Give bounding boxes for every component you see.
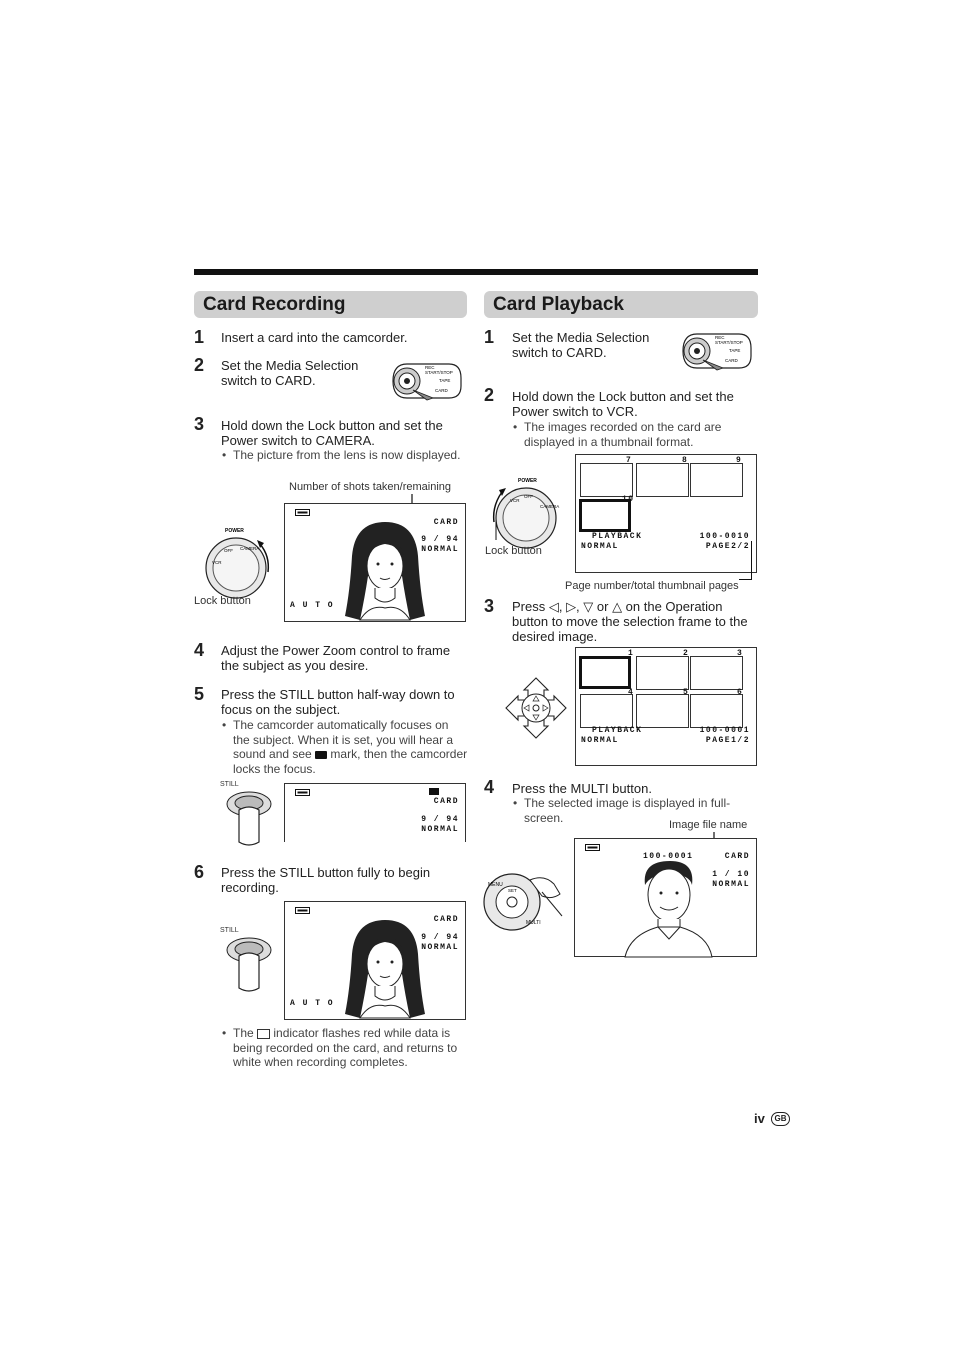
- thumbnail-image: [690, 656, 743, 690]
- thumb-number: 3: [737, 649, 744, 658]
- lcd-card: CARD: [433, 797, 459, 806]
- switch-label-tape: TAPE: [729, 348, 741, 353]
- woman-portrait-icon: [340, 516, 430, 622]
- thumb-number: 5: [683, 688, 690, 697]
- lcd-page: PAGE2/2: [705, 542, 750, 551]
- power-label-vcr: VCR: [510, 498, 520, 503]
- lcd-quality: NORMAL: [581, 736, 619, 745]
- lcd-card: CARD: [724, 852, 750, 861]
- step-text: Press the MULTI button.: [512, 781, 652, 796]
- man-portrait-icon: [620, 855, 715, 957]
- lcd-screen-recording: [284, 503, 466, 622]
- lcd-mode: PLAYBACK: [592, 532, 643, 541]
- lcd-quality: NORMAL: [421, 943, 459, 952]
- page-number: iv: [754, 1111, 765, 1126]
- lcd-count: 9 / 94: [421, 933, 459, 942]
- thumbnail-selected: [579, 656, 631, 689]
- step-number: 1: [484, 327, 495, 347]
- still-label: STILL: [220, 781, 239, 788]
- section-title-card-recording: Card Recording: [194, 291, 467, 318]
- section-title-card-playback: Card Playback: [484, 291, 758, 318]
- lcd-mode: A U T O: [290, 999, 335, 1008]
- lcd-quality: NORMAL: [421, 545, 459, 554]
- thumbnail-image: [690, 694, 743, 728]
- page-leader-line: [739, 541, 752, 580]
- switch-label-startstop: START/STOP: [715, 340, 743, 345]
- power-dial-illustration: [198, 522, 278, 602]
- thumbnail-image: [636, 656, 689, 690]
- top-rule: [194, 269, 758, 275]
- lcd-file: 100-0001: [699, 726, 750, 735]
- thumb-number: 1: [628, 649, 635, 658]
- operation-button-illustration: [504, 676, 568, 740]
- step-number: 2: [484, 385, 495, 405]
- bullet-note: • The indicator flashes red while data is being recorded on the card, and returns to white when recording completes.: [222, 1026, 458, 1069]
- lcd-thumbnail-screen-page2: [575, 454, 757, 573]
- thumb-number: 10: [622, 495, 635, 504]
- step-number: 1: [194, 327, 205, 347]
- lcd-file: 100-0001: [643, 852, 694, 861]
- lcd-count: 1 / 10: [712, 870, 750, 879]
- power-dial-illustration: [488, 472, 568, 552]
- switch-label-rec: REC: [425, 365, 435, 370]
- step-text: Hold down the Lock button and set the Power switch to VCR.: [512, 389, 734, 419]
- menu-label: MENU: [488, 882, 503, 888]
- thumb-number: 9: [736, 456, 743, 465]
- lock-button-caption: Lock button: [485, 545, 542, 557]
- thumb-number: 6: [737, 688, 744, 697]
- switch-label-startstop: START/STOP: [425, 370, 453, 375]
- still-label: STILL: [220, 927, 239, 934]
- lcd-file: 100-0010: [699, 532, 750, 541]
- thumbnail-image: [690, 463, 743, 497]
- power-label-off: OFF: [524, 494, 533, 499]
- caption-filename: Image file name: [669, 819, 748, 831]
- thumbnail-image: [636, 463, 689, 497]
- still-button-illustration: [217, 934, 277, 994]
- lock-button-caption: Lock button: [194, 595, 251, 607]
- switch-label-card: CARD: [725, 358, 738, 363]
- lcd-mode: PLAYBACK: [592, 726, 643, 735]
- caption-shots: Number of shots taken/remaining: [289, 481, 452, 493]
- lcd-page: PAGE1/2: [705, 736, 750, 745]
- camera-focus-icon: [315, 751, 327, 759]
- thumb-number: 4: [628, 688, 635, 697]
- battery-icon: [295, 509, 310, 516]
- bullet-note: • The camcorder automatically focuses on the subject. When it is set, you will hear a sound and see mark, then the camcorder locks the focus.: [222, 718, 468, 776]
- step-number: 5: [194, 684, 205, 704]
- switch-label-rec: REC: [715, 335, 725, 340]
- step-text: Set the Media Selection switch to CARD.: [221, 358, 359, 388]
- switch-label-card: CARD: [435, 388, 448, 393]
- bullet-note: • The picture from the lens is now displayed.: [222, 448, 461, 462]
- step-number: 3: [484, 596, 495, 616]
- step-text: Press the STILL button half-way down to focus on the subject.: [221, 687, 455, 717]
- region-badge: GB: [771, 1112, 790, 1126]
- power-label-camera: CAMERA: [540, 504, 560, 509]
- lcd-quality: NORMAL: [581, 542, 619, 551]
- still-button-illustration: [217, 788, 277, 848]
- lcd-screen-recording-active: [284, 901, 466, 1020]
- battery-icon: [295, 789, 310, 796]
- card-indicator-icon: [257, 1029, 270, 1039]
- power-label-off: OFF: [224, 548, 233, 553]
- step-text: Hold down the Lock button and set the Power switch to CAMERA.: [221, 418, 443, 448]
- media-selection-switch-illustration: [389, 360, 469, 402]
- step-number: 3: [194, 414, 205, 434]
- lcd-count: 9 / 94: [421, 535, 459, 544]
- media-selection-switch-illustration: [679, 330, 759, 372]
- lcd-card: CARD: [433, 915, 459, 924]
- switch-label-tape: TAPE: [439, 378, 451, 383]
- multi-button-illustration: [482, 866, 562, 936]
- power-label-camera: CAMERA: [240, 546, 260, 551]
- power-label: POWER: [518, 478, 537, 484]
- lcd-thumbnail-screen-page1: [575, 647, 757, 766]
- thumb-number: 2: [683, 649, 690, 658]
- thumbnail-image: [580, 694, 633, 728]
- step-text: Press the STILL button fully to begin recording.: [221, 865, 431, 895]
- step-number: 4: [484, 777, 495, 797]
- lcd-count: 9 / 94: [421, 815, 459, 824]
- thumb-number: 7: [626, 456, 633, 465]
- battery-icon: [585, 844, 600, 851]
- caption-pages: Page number/total thumbnail pages: [565, 580, 739, 592]
- bullet-note: • The selected image is displayed in full-screen.: [513, 796, 731, 825]
- step-text: Insert a card into the camcorder.: [221, 330, 408, 345]
- thumb-number: 8: [682, 456, 689, 465]
- lcd-screen-focus-lock: [284, 783, 466, 842]
- power-label: POWER: [225, 528, 244, 534]
- power-label-vcr: VCR: [212, 560, 222, 565]
- woman-portrait-icon: [340, 914, 430, 1020]
- lcd-quality: NORMAL: [712, 880, 750, 889]
- set-label: SET: [508, 888, 517, 893]
- lcd-mode: A U T O: [290, 601, 335, 610]
- step-number: 4: [194, 640, 205, 660]
- bullet-note: • The images recorded on the card are displayed in a thumbnail format.: [513, 420, 722, 449]
- lcd-fullscreen-playback: [574, 838, 757, 957]
- step-text: Press ◁, ▷, ▽ or △ on the Operation button to move the selection frame to the desired image.: [512, 599, 748, 644]
- lcd-card: CARD: [433, 518, 459, 527]
- step-text: Set the Media Selection switch to CARD.: [512, 330, 650, 360]
- multi-label: MULTI: [526, 920, 541, 926]
- thumbnail-image: [580, 463, 633, 497]
- camera-focus-icon: [429, 788, 439, 795]
- lcd-quality: NORMAL: [421, 825, 459, 834]
- step-text: Adjust the Power Zoom control to frame the subject as you desire.: [221, 643, 451, 673]
- step-number: 6: [194, 862, 205, 882]
- battery-icon: [295, 907, 310, 914]
- thumbnail-image: [636, 694, 689, 728]
- step-number: 2: [194, 355, 205, 375]
